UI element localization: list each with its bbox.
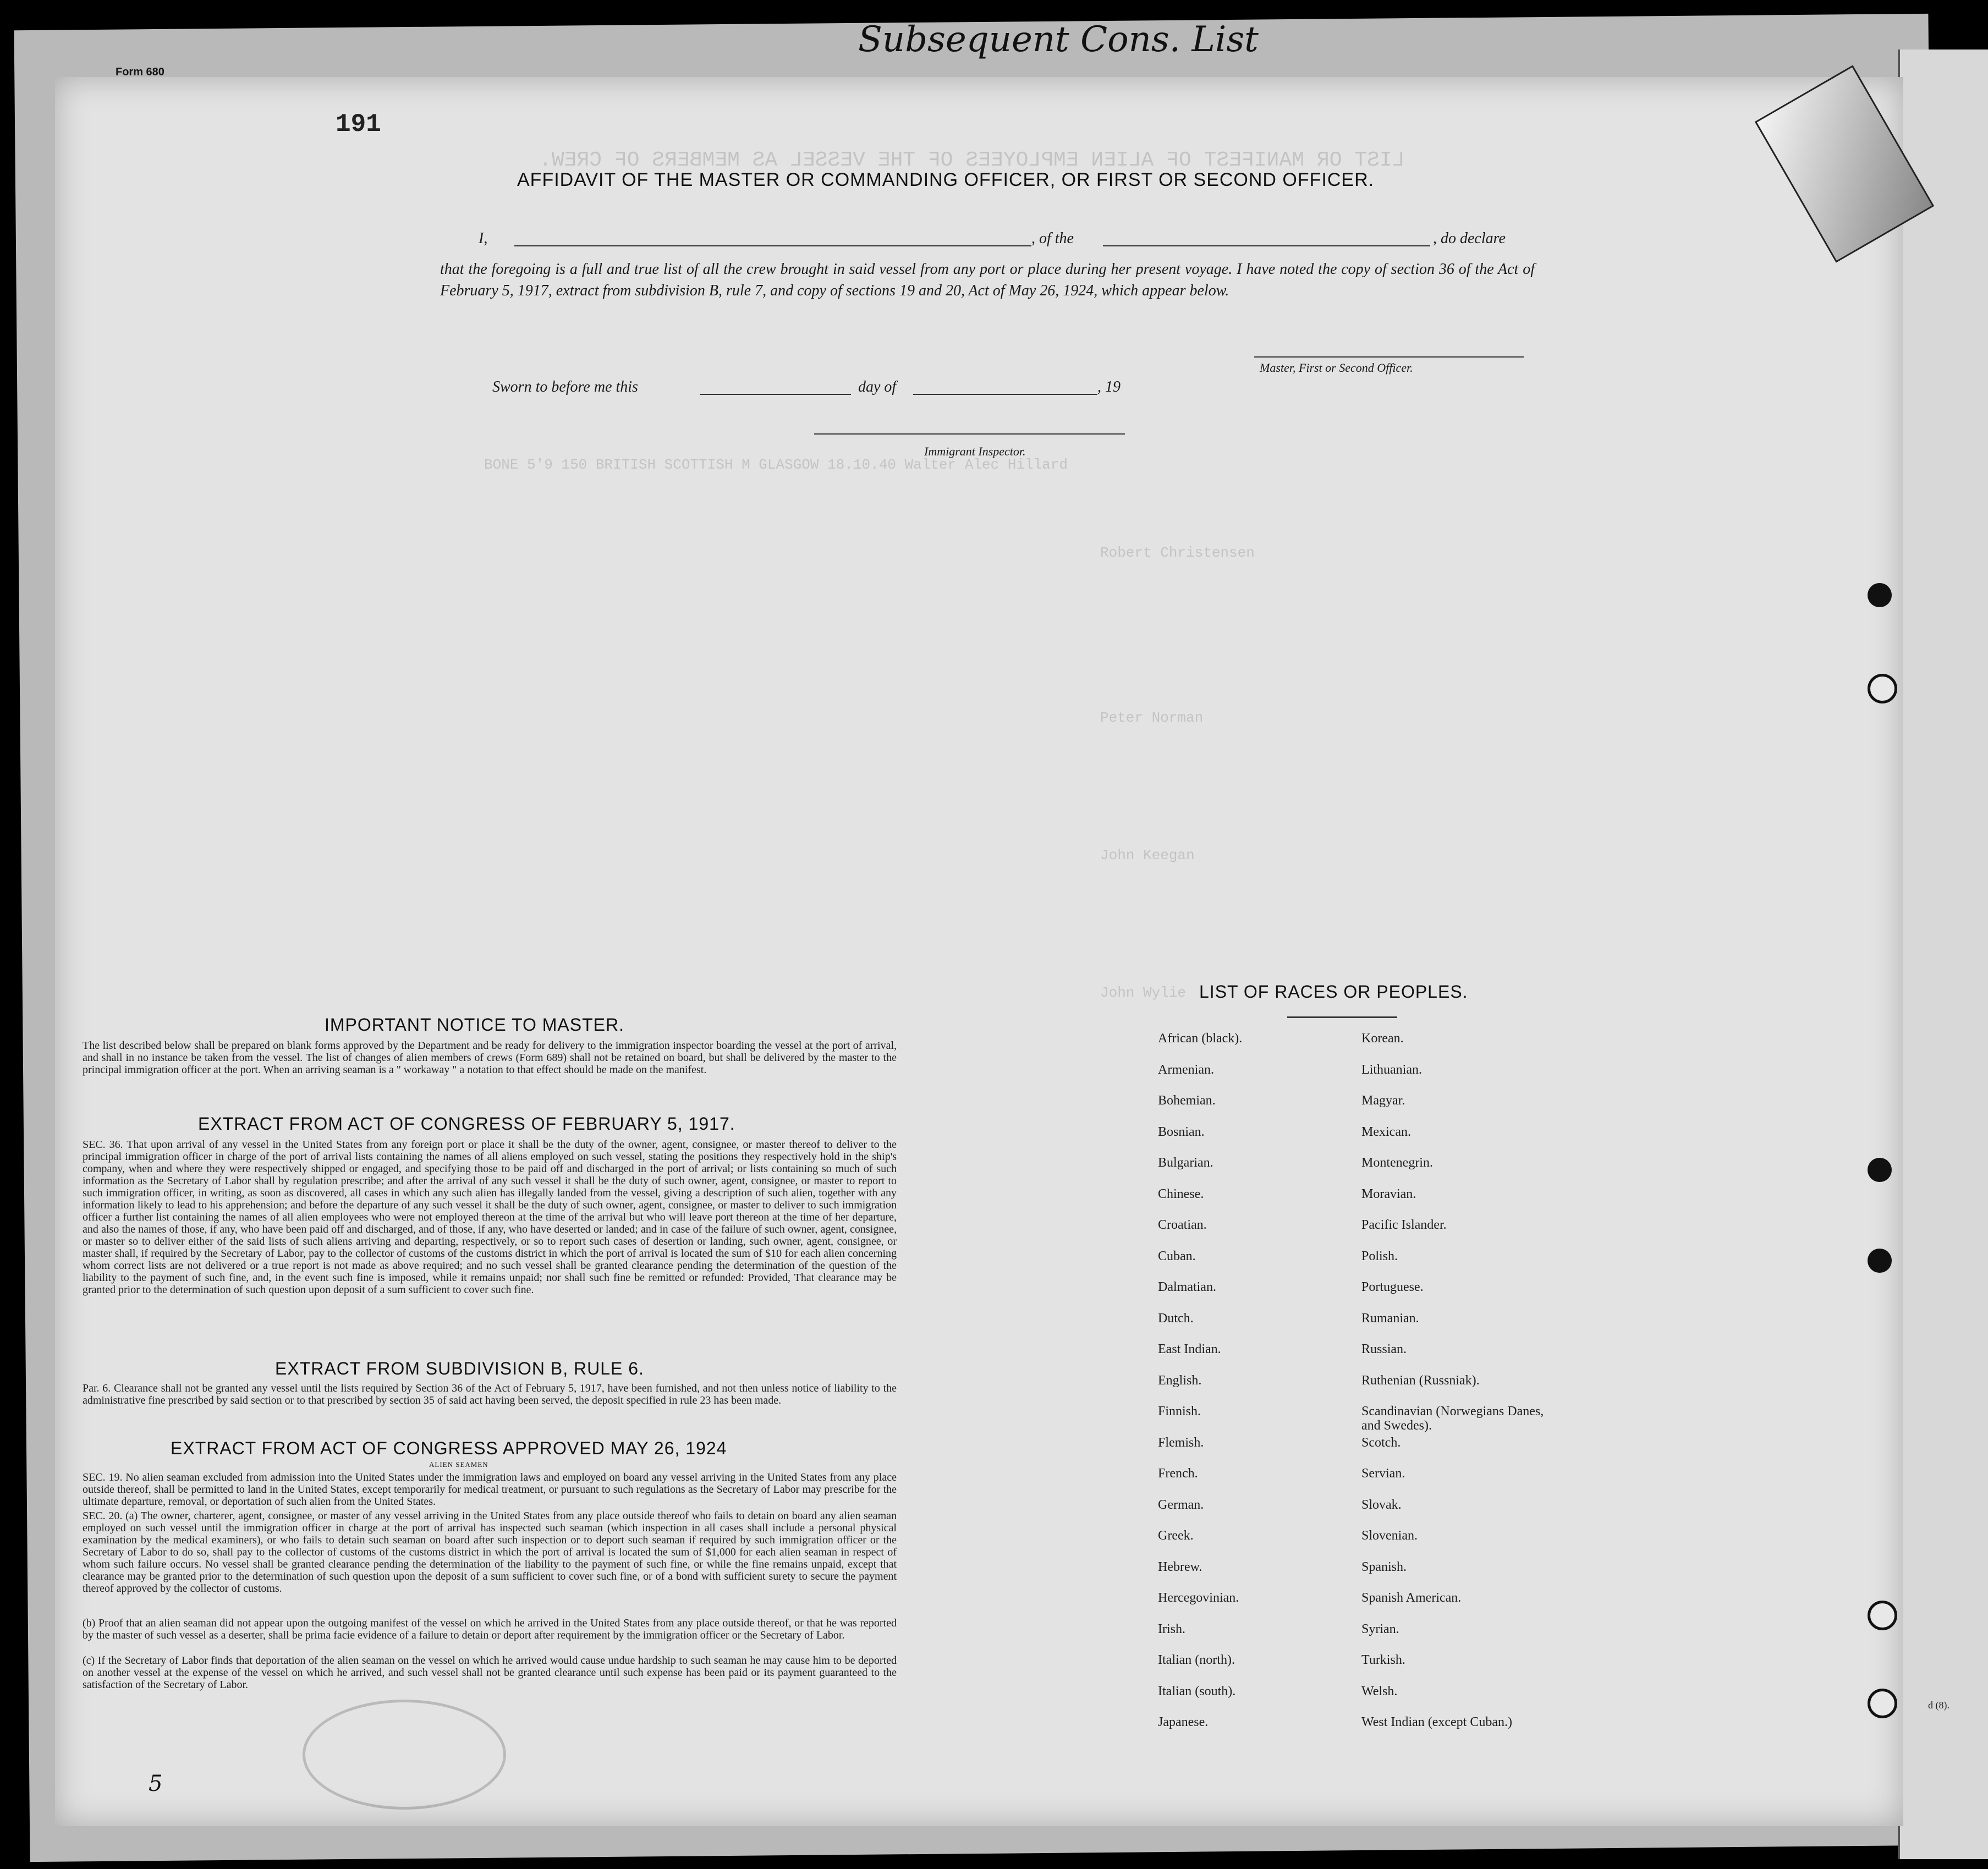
race-item: Russian. [1361, 1342, 1407, 1356]
race-item: Flemish. [1158, 1435, 1204, 1450]
race-item: East Indian. [1158, 1342, 1221, 1356]
extract-1917-body: SEC. 36. That upon arrival of any vessel in the United States from any foreign port or place it shall be the duty of the owner, agent, consignee, or master thereof to deliver to the principal immigration officer in charge of the port of arrival lists containing the names of all aliens employed on such vessel, stating the positions they respectively hold in the ship's company, when and where they were respectively shipped or engaged, and specifying those to be paid off and discharged in the port of arrival; or lists containing so much of such information as the Secretary of Labor shall by regulation prescribe; and after the arrival of any such vessel it shall be the duty of such owner, agent, consignee, or master to report to such immigration officer, in writing, as soon as discovered, all cases in which any such alien has illegally landed from the vessel, giving a description of such alien, together with any information likely to lead to his apprehension; and before the departure of any such vessel it shall be the duty of such owner, agent, consignee, or master to deliver to such immigration officer a further list containing the names of all alien employees who were not employed thereon at the time of the arrival but who will leave port thereon at the time of her departure, and also the names of those, if any, who have been paid off and discharged, and of those, if any, who have deserted or landed; and in case of the failure of such owner, agent, consignee, or master so to deliver either of the said lists of such aliens arriving and departing, respectively, or so to report such cases of desertion or landing, such owner, agent, consignee, or master shall, if required by the Secretary of Labor, pay to the collector of customs of the customs district in which the port of arrival is located the sum of $10 for each alien concerning whom correct lists are not delivered or a true report is not made as above required; and no such vessel shall be granted clearance pending the determination of the question of the liability to the payment of such fine, and, in the event such fine is imposed, while it remains unpaid; nor shall such fine be remitted or refunded: Provided, That clearance may be granted prior to the determination of such question upon deposit of a sum sufficient to cover such fine. [83, 1139, 897, 1296]
race-item: Dalmatian. [1158, 1280, 1216, 1294]
faint-stamp [303, 1700, 506, 1810]
signature-line [1254, 356, 1524, 358]
race-item: Ruthenian (Russniak). [1361, 1373, 1480, 1388]
race-item: Greek. [1158, 1529, 1194, 1543]
races-title-underline [1287, 1016, 1397, 1018]
declarant-name-line [514, 245, 1031, 246]
race-item: English. [1158, 1373, 1202, 1388]
manifest-sheet [55, 19, 1903, 1826]
race-item: Cuban. [1158, 1249, 1196, 1263]
sworn-label: Sworn to before me this [492, 378, 638, 395]
race-item: Hercegovinian. [1158, 1591, 1239, 1605]
race-item: Finnish. [1158, 1404, 1201, 1419]
bleedthrough-title: LIST OR MANIFEST OF ALIEN EMPLOYEES OF THE VESSEL AS MEMBERS OF CREW. [539, 149, 1405, 172]
race-item: Turkish. [1361, 1653, 1405, 1667]
race-item: Lithuanian. [1361, 1062, 1422, 1077]
bleedthrough-row: Peter Norman [1100, 710, 1204, 726]
form-number: Form 680 [116, 66, 164, 78]
inspector-signature-line [814, 433, 1125, 435]
race-item: Spanish. [1361, 1559, 1407, 1574]
sec-20b-text: (b) Proof that an alien seaman did not appear upon the outgoing manifest of the vessel on which he arrived in the United States from any place outside thereof, or that he was reported by the master of such vessel as a deserter, shall be prima facie evidence of a failure to detain or deport after requirement by the immigration officer or the Secretary of Labor. [83, 1617, 897, 1641]
handwritten-note: Subsequent Cons. List [858, 19, 1259, 60]
signature-caption: Master, First or Second Officer. [1260, 361, 1413, 375]
extract-rule6-body: Par. 6. Clearance shall not be granted any vessel until the lists required by Section 36 of the Act of February 5, 1917, have been furnished, and not then unless notice of liability to the administrative fine prescribed by said section or to that prescribed by section 35 of said act having been served, the deposit specified in rule 23 has been made. [83, 1382, 897, 1406]
race-item: Mexican. [1361, 1124, 1411, 1139]
bleedthrough-row: BONE 5'9 150 BRITISH SCOTTISH M GLASGOW 18.10.40 Walter Alec Hillard [484, 457, 1068, 473]
sec-19-text: SEC. 19. No alien seaman excluded from admission into the United States under the immigration laws and employed on board any vessel arriving in the United States from any place outside thereof, shall be permitted to land in the United States, except temporarily for medical treatment, or pursuant to such regulations as the Secretary of Labor may prescribe for the ultimate departure, removal, or deportation of such alien from the United States. [83, 1471, 897, 1508]
race-item: African (black). [1158, 1031, 1243, 1046]
race-item: French. [1158, 1466, 1198, 1481]
race-item: Dutch. [1158, 1311, 1194, 1326]
races-title: LIST OF RACES OR PEOPLES. [1199, 982, 1468, 1002]
bleedthrough-row: John Keegan [1100, 847, 1195, 864]
race-item: Slovak. [1361, 1497, 1402, 1512]
race-item: Croatian. [1158, 1218, 1207, 1232]
do-declare-label: , do declare [1433, 230, 1506, 247]
extract-1924-title: EXTRACT FROM ACT OF CONGRESS APPROVED MAY 26, 1924 [171, 1438, 727, 1458]
race-item: Polish. [1361, 1249, 1398, 1263]
race-item: Chinese. [1158, 1186, 1204, 1201]
race-item: Scotch. [1361, 1435, 1401, 1450]
bleedthrough-row: Robert Christensen [1100, 545, 1255, 561]
race-item: Irish. [1158, 1621, 1185, 1636]
race-item: Bosnian. [1158, 1124, 1205, 1139]
race-item: German. [1158, 1497, 1204, 1512]
race-item: Spanish American. [1361, 1591, 1462, 1605]
race-item: Moravian. [1361, 1186, 1416, 1201]
day-of-label: day of [858, 378, 897, 395]
race-item: Welsh. [1361, 1684, 1398, 1698]
race-item: Scandinavian (Norwegians Danes, and Swedes). [1361, 1404, 1544, 1433]
declarant-label: I, [479, 230, 488, 247]
punch-hole [1868, 1249, 1892, 1273]
sec-20c-text: (c) If the Secretary of Labor finds that deportation of the alien seaman on the vessel on which he arrived would cause undue hardship to such seaman he may cause him to be deported on another vessel at the expense of the vessel on which he arrived, and such vessel shall not be granted clearance until such expense has been paid or its payment guaranteed to the satisfaction of the Secretary of Labor. [83, 1654, 897, 1691]
race-item: Magyar. [1361, 1093, 1405, 1108]
race-item: Korean. [1361, 1031, 1404, 1046]
punch-hole [1868, 583, 1892, 607]
race-item: West Indian (except Cuban.) [1361, 1715, 1512, 1729]
race-item: Pacific Islander. [1361, 1218, 1447, 1232]
race-item: Syrian. [1361, 1621, 1399, 1636]
notice-title: IMPORTANT NOTICE TO MASTER. [325, 1015, 624, 1035]
sec-20a-text: SEC. 20. (a) The owner, charterer, agent, consignee, or master of any vessel arriving in the United States from any place outside thereof who fails to detain on board any alien seaman employed on such vessel until the immigration officer in charge at the port of arrival has inspected such seaman (which inspection in all cases shall include a personal physical examination by the medical examiners), or who fails to detain such seaman on board after such inspection or to deport such seaman if required by such immigration officer or the Secretary of Labor to do so, shall pay to the collector of customs of the customs district in which the port of arrival is located the sum of $1,000 for each alien seaman in respect of whom such failure occurs. No vessel shall be granted clearance pending the determination of the liability to the payment of such fine, or while the fine remains unpaid, except that clearance may be granted prior to the determination of such question upon the deposit of a sum sufficient to cover such fine, or of a bond with sufficient surety to secure the payment thereof approved by the collector of customs. [83, 1510, 897, 1595]
margin-mark: 5 [149, 1771, 163, 1796]
underlying-page-edge [1898, 50, 1988, 1859]
race-item: Montenegrin. [1361, 1156, 1433, 1170]
right-edge-text: d (8). [1928, 1700, 1949, 1711]
race-item: Japanese. [1158, 1715, 1209, 1729]
inspector-caption: Immigrant Inspector. [924, 444, 1026, 458]
punch-hole [1868, 1601, 1897, 1630]
race-item: Italian (north). [1158, 1653, 1235, 1667]
extract-rule6-title: EXTRACT FROM SUBDIVISION B, RULE 6. [275, 1359, 644, 1378]
sworn-month-line [913, 394, 1097, 395]
page-number: 191 [336, 110, 381, 139]
affidavit-title: AFFIDAVIT OF THE MASTER OR COMMANDING OFFICER, OR FIRST OR SECOND OFFICER. [517, 169, 1375, 190]
year-label: , 19 [1097, 378, 1121, 395]
of-the-label: , of the [1031, 230, 1074, 247]
race-item: Bohemian. [1158, 1093, 1216, 1108]
race-item: Armenian. [1158, 1062, 1214, 1077]
punch-hole [1868, 1689, 1897, 1718]
punch-hole [1868, 674, 1897, 703]
bleedthrough-row: John Wylie [1100, 985, 1187, 1001]
affidavit-statement: that the foregoing is a full and true list of all the crew brought in said vessel from any port or place during her present voyage. I have noted the copy of section 36 of the Act of February 5, 1917, extract from subdivision B, rule 7, and copy of sections 19 and 20, Act of May 26, 1924, which appear below. [440, 261, 1535, 299]
sworn-day-line [700, 394, 851, 395]
race-item: Italian (south). [1158, 1684, 1236, 1698]
punch-hole [1868, 1158, 1892, 1182]
extract-1917-title: EXTRACT FROM ACT OF CONGRESS OF FEBRUARY 5, 1917. [198, 1114, 735, 1134]
race-item: Rumanian. [1361, 1311, 1419, 1326]
race-item: Portuguese. [1361, 1280, 1424, 1294]
notice-body: The list described below shall be prepared on blank forms approved by the Department and be ready for delivery to the immigration inspector boarding the vessel at the port of arrival, and shall in no instance be taken from the vessel. The list of changes of alien members of crews (Form 689) shall not be retained on board, but shall be delivered by the master to the principal immigration officer at the port. When an arriving seaman is a " workaway " a notation to that effect should be made on the manifest. [83, 1040, 897, 1076]
extract-1924-subtitle: ALIEN SEAMEN [429, 1460, 488, 1469]
race-item: Slovenian. [1361, 1529, 1418, 1543]
vessel-name-line [1103, 245, 1430, 246]
race-item: Hebrew. [1158, 1559, 1202, 1574]
race-item: Servian. [1361, 1466, 1405, 1481]
race-item: Bulgarian. [1158, 1156, 1213, 1170]
